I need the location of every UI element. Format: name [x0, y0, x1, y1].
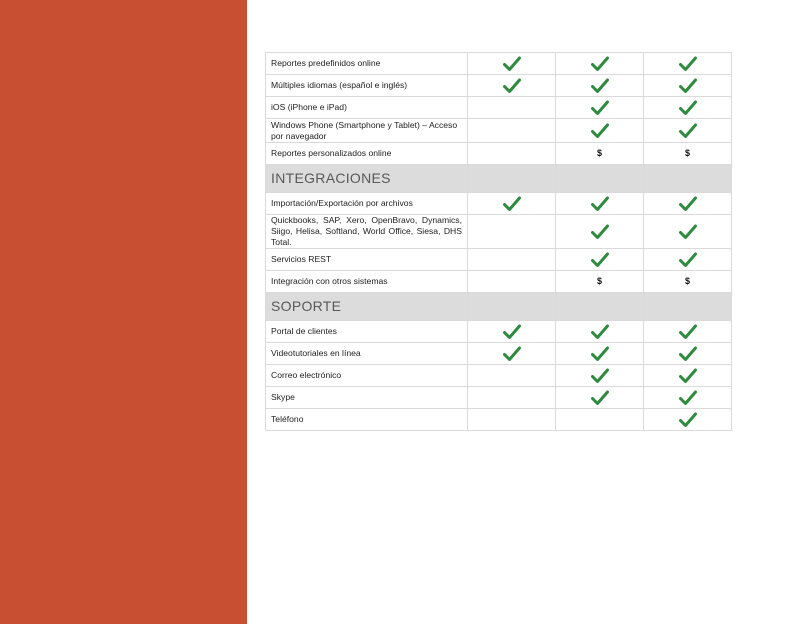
feature-label: Windows Phone (Smartphone y Tablet) – Acceso por navegador	[266, 119, 468, 143]
plan-cell-2-check	[556, 193, 644, 215]
plan-cell-2-check	[556, 97, 644, 119]
feature-label: Reportes personalizados online	[266, 143, 468, 165]
plan-cell-1-empty	[468, 271, 556, 293]
table-row-windows-phone-smartphone-y-tablet-acceso	[266, 119, 732, 143]
table-row-reportes-personalizados-online	[266, 143, 732, 165]
plan-cell-2-check	[556, 249, 644, 271]
table-row-portal-de-clientes	[266, 321, 732, 343]
check-icon	[591, 346, 609, 362]
check-icon	[679, 368, 697, 384]
table-row-skype	[266, 387, 732, 409]
section-header-integraciones	[266, 165, 732, 193]
table-row-quickbooks-sap-xero-openbravo-dynamics-s	[266, 215, 732, 249]
plan-cell-2-check	[556, 75, 644, 97]
feature-label: Múltiples idiomas (español e inglés)	[266, 75, 468, 97]
section-title: INTEGRACIONES	[266, 165, 468, 193]
plan-cell-1-empty	[468, 387, 556, 409]
table-row-ios-iphone-e-ipad	[266, 97, 732, 119]
plan-cell-3-check	[644, 75, 732, 97]
section-blank-cell	[468, 293, 556, 321]
check-icon	[591, 224, 609, 240]
plan-cell-1-empty	[468, 409, 556, 431]
feature-label: Skype	[266, 387, 468, 409]
plan-cell-2-empty	[556, 409, 644, 431]
check-icon	[503, 346, 521, 362]
plan-cell-2-check	[556, 321, 644, 343]
plan-cell-2-check	[556, 343, 644, 365]
feature-label: Reportes predefinidos online	[266, 53, 468, 75]
feature-label: Correo electrónico	[266, 365, 468, 387]
table-row-multiples-idiomas-espanol-e-ingles	[266, 75, 732, 97]
dollar-sign: $	[596, 148, 602, 158]
section-blank-cell	[556, 165, 644, 193]
section-blank-cell	[644, 293, 732, 321]
plan-cell-3-check	[644, 365, 732, 387]
check-icon	[591, 368, 609, 384]
plan-cell-3-check	[644, 321, 732, 343]
check-icon	[679, 252, 697, 268]
plan-cell-2-check	[556, 387, 644, 409]
check-icon	[591, 56, 609, 72]
dollar-sign: $	[684, 276, 690, 286]
check-icon	[679, 100, 697, 116]
plan-cell-1-check	[468, 193, 556, 215]
check-icon	[503, 196, 521, 212]
plan-cell-1-empty	[468, 97, 556, 119]
section-header-soporte	[266, 293, 732, 321]
plan-cell-1-empty	[468, 119, 556, 143]
feature-label: iOS (iPhone e iPad)	[266, 97, 468, 119]
check-icon	[503, 78, 521, 94]
plan-cell-2-price	[556, 143, 644, 165]
table-row-integracion-con-otros-sistemas	[266, 271, 732, 293]
table-row-servicios-rest	[266, 249, 732, 271]
table-row-importacion-exportacion-por-archivos	[266, 193, 732, 215]
check-icon	[591, 252, 609, 268]
section-blank-cell	[556, 293, 644, 321]
check-icon	[591, 324, 609, 340]
check-icon	[679, 412, 697, 428]
table-row-correo-electronico	[266, 365, 732, 387]
plan-cell-1-check	[468, 53, 556, 75]
plan-cell-2-check	[556, 365, 644, 387]
check-icon	[591, 196, 609, 212]
plan-cell-2-check	[556, 215, 644, 249]
section-blank-cell	[644, 165, 732, 193]
section-blank-cell	[468, 165, 556, 193]
plan-cell-1-check	[468, 75, 556, 97]
plan-cell-3-check	[644, 193, 732, 215]
table-row-telefono	[266, 409, 732, 431]
check-icon	[591, 78, 609, 94]
features-table	[265, 52, 732, 431]
feature-label: Portal de clientes	[266, 321, 468, 343]
feature-label: Videotutoriales en línea	[266, 343, 468, 365]
plan-cell-3-check	[644, 409, 732, 431]
plan-cell-1-empty	[468, 215, 556, 249]
dollar-sign: $	[596, 276, 602, 286]
check-icon	[591, 123, 609, 139]
plan-cell-3-check	[644, 97, 732, 119]
left-sidebar-band	[0, 0, 247, 624]
check-icon	[679, 324, 697, 340]
plan-cell-1-empty	[468, 365, 556, 387]
plan-cell-3-check	[644, 119, 732, 143]
feature-label: Quickbooks, SAP, Xero, OpenBravo, Dynamics, Siigo, Helisa, Softland, World Office, Siesa, DHS Total.	[266, 215, 468, 249]
plan-cell-3-check	[644, 53, 732, 75]
feature-label: Importación/Exportación por archivos	[266, 193, 468, 215]
check-icon	[679, 390, 697, 406]
check-icon	[503, 56, 521, 72]
check-icon	[679, 78, 697, 94]
check-icon	[591, 390, 609, 406]
plan-cell-1-check	[468, 343, 556, 365]
section-title: SOPORTE	[266, 293, 468, 321]
plan-cell-1-empty	[468, 143, 556, 165]
plan-cell-1-empty	[468, 249, 556, 271]
plan-cell-1-check	[468, 321, 556, 343]
table-row-videotutoriales-en-linea	[266, 343, 732, 365]
feature-label: Integración con otros sistemas	[266, 271, 468, 293]
check-icon	[679, 123, 697, 139]
check-icon	[679, 224, 697, 240]
plan-cell-3-check	[644, 249, 732, 271]
check-icon	[679, 346, 697, 362]
check-icon	[679, 196, 697, 212]
plan-cell-2-check	[556, 53, 644, 75]
features-table-body	[266, 53, 732, 431]
plan-cell-2-check	[556, 119, 644, 143]
check-icon	[591, 100, 609, 116]
dollar-sign: $	[684, 148, 690, 158]
table-row-reportes-predefinidos-online	[266, 53, 732, 75]
check-icon	[503, 324, 521, 340]
plan-cell-2-price	[556, 271, 644, 293]
plan-cell-3-check	[644, 387, 732, 409]
plan-cell-3-check	[644, 215, 732, 249]
feature-label: Servicios REST	[266, 249, 468, 271]
plan-cell-3-check	[644, 343, 732, 365]
check-icon	[679, 56, 697, 72]
feature-label: Teléfono	[266, 409, 468, 431]
plan-cell-3-price	[644, 271, 732, 293]
plan-cell-3-price	[644, 143, 732, 165]
